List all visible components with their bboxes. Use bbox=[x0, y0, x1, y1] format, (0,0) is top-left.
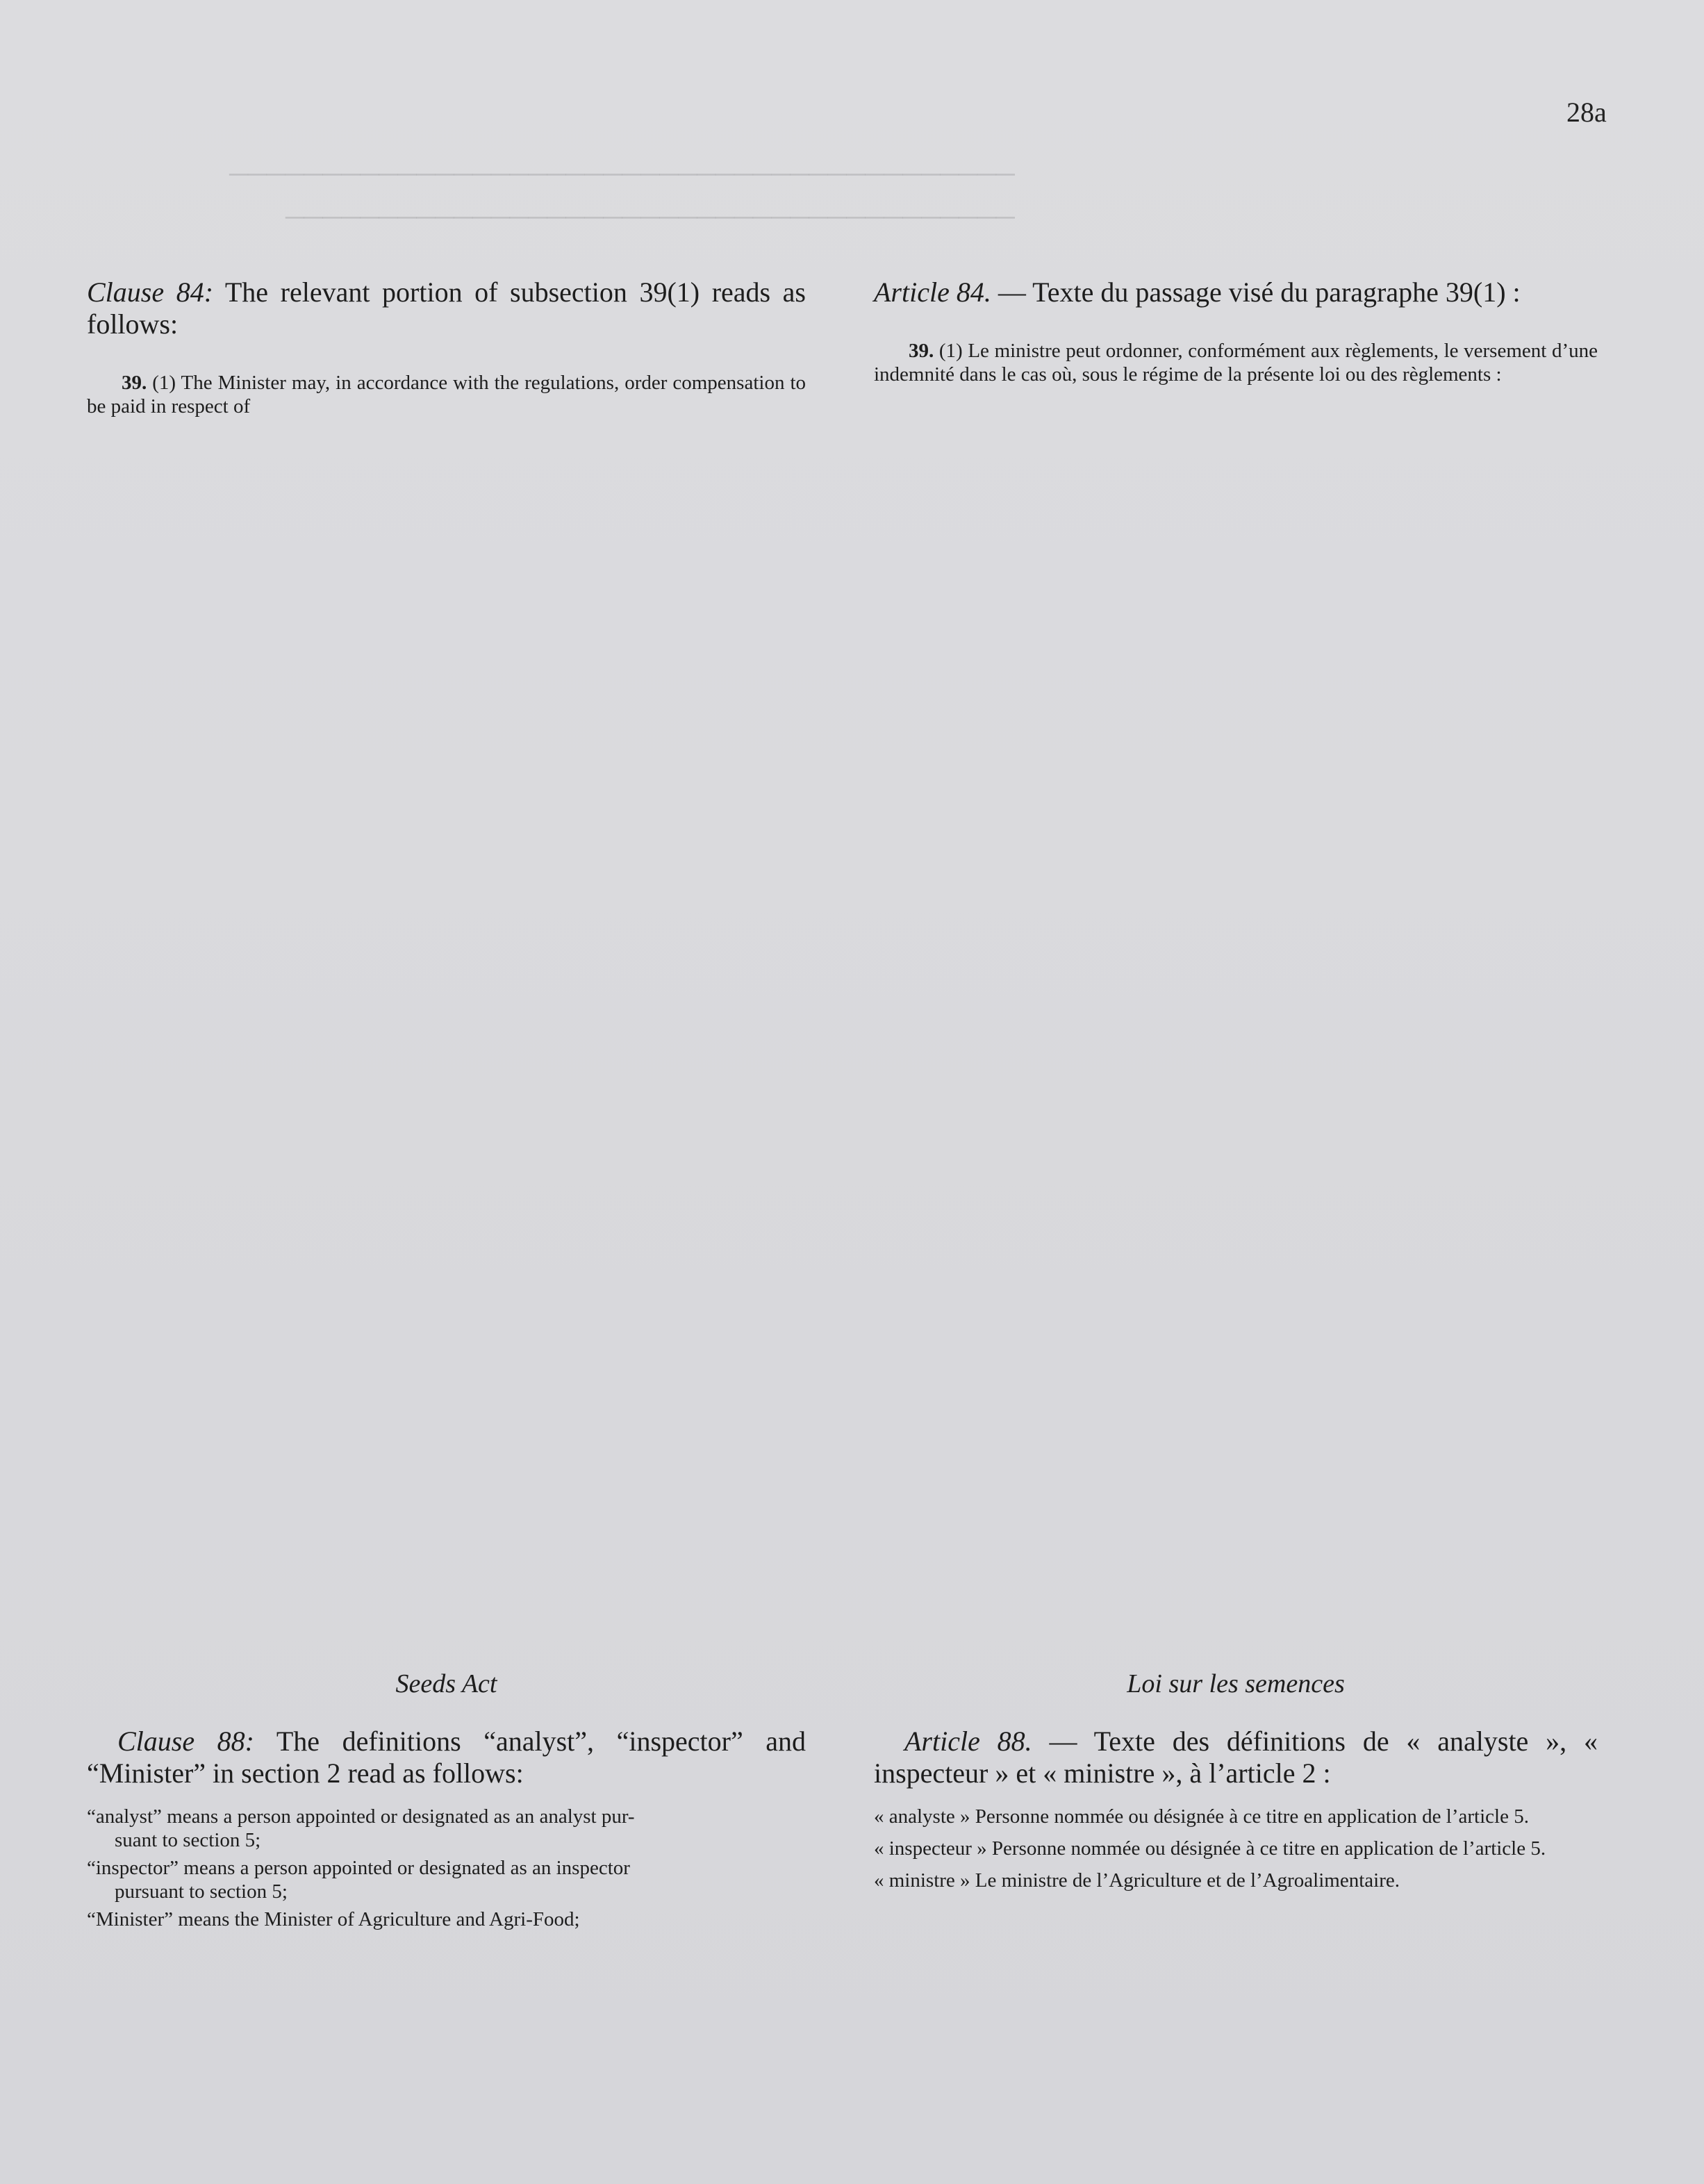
clause-88-heading bbox=[87, 1726, 806, 1789]
definition-ministre: « ministre » Le ministre de l’Agriculture et de l’Agroalimentaire. bbox=[874, 1869, 1400, 1892]
definition-inspector-line2: pursuant to section 5; bbox=[115, 1880, 288, 1903]
clause-84-excerpt bbox=[87, 371, 806, 418]
definition-inspector-line1: “inspector” means a person appointed or designated as an inspector bbox=[87, 1857, 630, 1879]
definition-analyste: « analyste » Personne nommée ou désignée à ce titre en application de l’article 5. bbox=[874, 1805, 1529, 1828]
seeds-act-english bbox=[87, 1669, 806, 1931]
section-39-text: (1) The Minister may, in accordance with the regulations, order compensation to be paid in respect of bbox=[87, 372, 806, 417]
article-39-number: 39. bbox=[909, 340, 934, 362]
page-number: 28a bbox=[1566, 97, 1607, 128]
article-84-french bbox=[874, 276, 1598, 386]
bleed-through-texture: ────────────────────────────────────────── ─────────────────────────────────────── bbox=[229, 160, 1015, 232]
loi-title: Loi sur les semences bbox=[1127, 1669, 1345, 1698]
definition-analyst-line1: “analyst” means a person appointed or designated as an analyst pur- bbox=[87, 1805, 635, 1828]
clause-84-heading-text: The relevant portion of subsection 39(1) reads as follows: bbox=[87, 276, 806, 340]
article-88-label: Article 88. bbox=[904, 1726, 1032, 1757]
article-84-label: Article 84. bbox=[874, 276, 991, 308]
article-84-heading-text: — Texte du passage visé du paragraphe 39(1) : bbox=[991, 276, 1521, 308]
clause-84-english bbox=[87, 276, 806, 418]
article-39-text: (1) Le ministre peut ordonner, conformément aux règlements, le versement d’une indemnité dans le cas où, sous le régime de la présente loi ou des règlements : bbox=[874, 340, 1598, 386]
definition-inspecteur: « inspecteur » Personne nommée ou désignée à ce titre en application de l’article 5. bbox=[874, 1837, 1546, 1860]
seeds-act-french bbox=[874, 1669, 1598, 1892]
clause-88-heading-text: The definitions “analyst”, “inspector” and “Minister” in section 2 read as follows: bbox=[87, 1726, 806, 1789]
clause-84-label: Clause 84: bbox=[87, 276, 214, 308]
act-title: Seeds Act bbox=[395, 1669, 497, 1698]
clause-88-label: Clause 88: bbox=[117, 1726, 254, 1757]
article-84-heading bbox=[874, 276, 1598, 308]
article-88-heading bbox=[874, 1726, 1598, 1789]
definition-analyst-line2: suant to section 5; bbox=[115, 1829, 261, 1851]
article-84-excerpt bbox=[874, 339, 1598, 386]
section-39-number: 39. bbox=[122, 372, 147, 394]
clause-84-heading bbox=[87, 276, 806, 340]
article-88-heading-text: — Texte des définitions de « analyste », « inspecteur » et « ministre », à l’article 2 : bbox=[874, 1726, 1598, 1789]
definition-minister bbox=[87, 1908, 806, 1931]
definition-inspector bbox=[87, 1856, 806, 1903]
definition-analyst bbox=[87, 1805, 806, 1852]
definition-minister-line1: “Minister” means the Minister of Agriculture and Agri-Food; bbox=[87, 1908, 580, 1930]
